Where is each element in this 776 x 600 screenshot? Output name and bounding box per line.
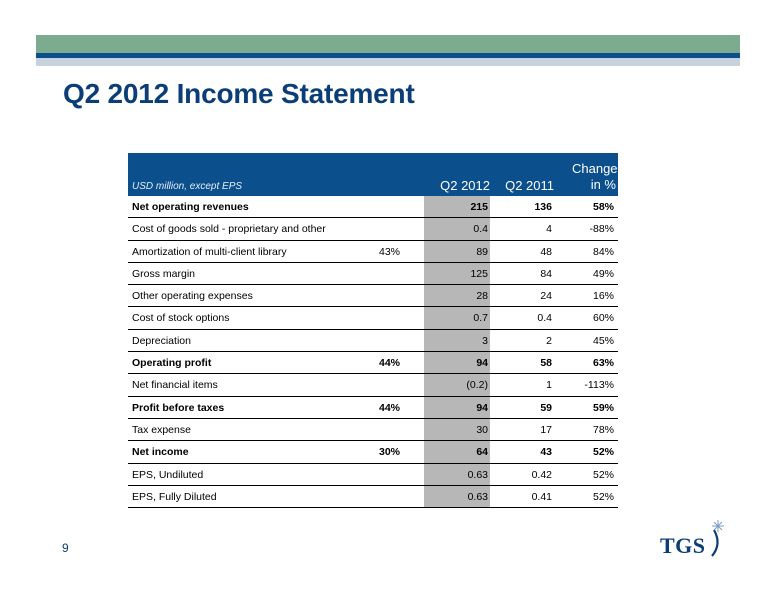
- column-header-q2-2012: Q2 2012: [440, 178, 490, 193]
- row-label: EPS, Fully Diluted: [132, 490, 217, 503]
- row-value-q2-2012: 94: [476, 357, 488, 370]
- table-row: [128, 486, 618, 508]
- row-change: 84%: [592, 245, 614, 258]
- row-change: 58%: [592, 201, 614, 213]
- row-value-q2-2011: 0.42: [531, 468, 552, 481]
- row-value-q2-2012: 89: [476, 245, 488, 258]
- row-label: Net operating revenues: [132, 201, 249, 213]
- row-label: EPS, Undiluted: [132, 468, 204, 481]
- row-change: 52%: [592, 490, 614, 503]
- row-margin: 43%: [378, 245, 400, 258]
- row-margin: 44%: [378, 357, 400, 370]
- unit-note: USD million, except EPS: [132, 181, 243, 192]
- row-change: -88%: [589, 223, 614, 236]
- row-value-q2-2011: 43: [540, 446, 552, 459]
- table-row: [128, 352, 618, 374]
- row-value-q2-2012: 0.7: [473, 312, 488, 325]
- row-value-q2-2012: 125: [470, 267, 488, 280]
- row-value-q2-2011: 2: [546, 334, 552, 347]
- row-value-q2-2011: 24: [540, 290, 552, 303]
- row-value-q2-2011: 17: [540, 423, 552, 436]
- row-value-q2-2011: 1: [546, 379, 552, 392]
- table-header: [128, 153, 618, 196]
- table-body: [128, 196, 618, 508]
- row-value-q2-2012: 0.4: [473, 223, 488, 236]
- table-row: [128, 397, 618, 419]
- table-row: [128, 374, 618, 396]
- page-number: 9: [62, 541, 69, 555]
- table-row: [128, 263, 618, 285]
- row-value-q2-2012: 30: [476, 423, 488, 436]
- table-row: [128, 285, 618, 307]
- row-change: 45%: [592, 334, 614, 347]
- income-statement-table: [128, 153, 618, 508]
- table-row: [128, 307, 618, 329]
- row-label: Profit before taxes: [132, 401, 225, 414]
- row-value-q2-2012: 28: [476, 290, 488, 303]
- table-row: [128, 330, 618, 352]
- table-row: [128, 241, 618, 263]
- row-change: 78%: [592, 423, 614, 436]
- row-change: 63%: [592, 357, 614, 370]
- column-header-q2-2011: Q2 2011: [505, 178, 554, 193]
- row-value-q2-2011: 0.41: [531, 490, 552, 503]
- column-header-change: [554, 161, 616, 193]
- table-row: [128, 419, 618, 441]
- row-label: Tax expense: [132, 423, 191, 436]
- row-label: Net financial items: [132, 379, 218, 392]
- row-label: Operating profit: [132, 357, 212, 370]
- row-label: Amortization of multi-client library: [132, 245, 287, 258]
- row-value-q2-2011: 136: [534, 201, 552, 213]
- row-value-q2-2011: 4: [546, 223, 552, 236]
- row-value-q2-2011: 84: [540, 267, 552, 280]
- row-margin: 30%: [378, 446, 400, 459]
- logo-star-icon: [656, 518, 732, 560]
- row-value-q2-2012: 215: [470, 201, 488, 213]
- row-label: Cost of stock options: [132, 312, 230, 325]
- row-label: Cost of goods sold - proprietary and other: [132, 223, 326, 236]
- tgs-logo: [656, 518, 732, 560]
- row-label: Gross margin: [132, 267, 196, 280]
- row-change: -113%: [584, 379, 614, 392]
- row-value-q2-2011: 0.4: [537, 312, 552, 325]
- row-change: 52%: [592, 468, 614, 481]
- row-value-q2-2012: 3: [482, 334, 488, 347]
- table-row: [128, 464, 618, 486]
- row-value-q2-2011: 48: [540, 245, 552, 258]
- change-header-text: Change in %: [572, 161, 618, 192]
- row-value-q2-2012: 94: [476, 401, 488, 414]
- row-value-q2-2012: 0.63: [467, 490, 488, 503]
- row-value-q2-2012: 64: [476, 446, 488, 459]
- row-value-q2-2012: (0.2): [466, 379, 488, 392]
- row-change: 49%: [592, 267, 614, 280]
- row-change: 60%: [592, 312, 614, 325]
- row-label: Net income: [132, 446, 189, 459]
- row-change: 52%: [592, 446, 614, 459]
- table-row: [128, 441, 618, 463]
- row-label: Depreciation: [132, 334, 191, 347]
- row-label: Other operating expenses: [132, 290, 253, 303]
- slide-title: Q2 2012 Income Statement: [63, 78, 415, 109]
- header-band-gray: [36, 58, 740, 66]
- logo-text: TGS: [660, 533, 706, 558]
- row-value-q2-2011: 59: [540, 401, 552, 414]
- row-value-q2-2012: 0.63: [467, 468, 488, 481]
- table-row: [128, 218, 618, 240]
- row-change: 16%: [592, 290, 614, 303]
- header-band-green: [36, 35, 740, 53]
- row-change: 59%: [592, 401, 614, 414]
- table-row: [128, 196, 618, 218]
- row-value-q2-2011: 58: [540, 357, 552, 370]
- row-margin: 44%: [378, 401, 400, 414]
